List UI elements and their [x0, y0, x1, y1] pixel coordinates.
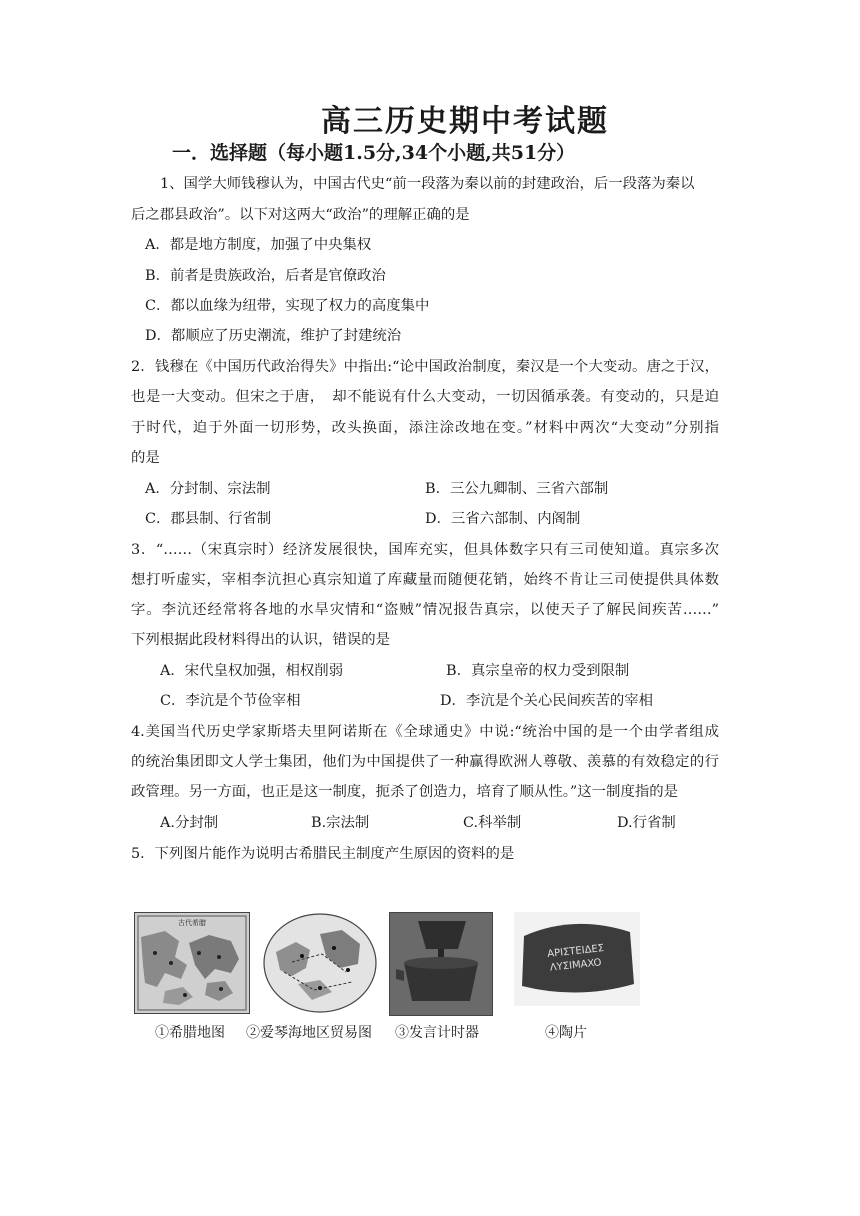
question-4-option-b: B.宗法制: [311, 815, 370, 831]
question-4-line-3: 政管理。另一方面，也正是这一制度，扼杀了创造力，培育了顺从性。”这一制度指的是: [131, 784, 679, 800]
question-3-line-1: 3．“……（宋真宗时）经济发展很快，国库充实，但具体数字只有三司使知道。真宗多次: [131, 542, 719, 558]
section-heading: 一．选择题（每小题1.5分,34个小题,共51分）: [172, 142, 576, 164]
caption-pottery-shard: ④陶片: [545, 1025, 587, 1041]
question-2-line-3: 于时代，迫于外面一切形势，改头换面，添注涂改地在变。”材料中两次“大变动”分别指: [131, 420, 719, 436]
question-3-option-d: D．李沆是个关心民间疾苦的宰相: [440, 693, 654, 709]
question-4-line-1: 4.美国当代历史学家斯塔夫里阿诺斯在《全球通史》中说:“统治中国的是一个由学者组成: [131, 724, 719, 740]
question-3-option-a: A．宋代皇权加强，相权削弱: [160, 663, 344, 679]
shard-inscription-line-2: ΛYΣIMAXO: [549, 957, 603, 974]
question-2-line-1: 2．钱穆在《中国历代政治得失》中指出:“论中国政治制度，秦汉是一个大变动。唐之于汉，: [131, 359, 719, 375]
question-1-line-2: 后之郡县政治”。以下对这两大“政治”的理解正确的是: [131, 207, 470, 223]
caption-greece-map: ①希腊地图: [155, 1025, 225, 1041]
question-3-line-2: 想打听虚实，宰相李沆担心真宗知道了库藏量而随便花销，始终不肯让三司使提供具体数: [131, 572, 719, 588]
exam-title: 高三历史期中考试题: [321, 104, 609, 139]
question-2-option-b: B．三公九卿制、三省六部制: [425, 481, 609, 497]
question-3-option-c: C．李沆是个节俭宰相: [160, 693, 301, 709]
question-2-line-4: 的是: [131, 450, 160, 466]
aegean-trade-map-image: [262, 912, 378, 1014]
question-1-line-1: 1、国学大师钱穆认为，中国古代史“前一段落为秦以前的封建政治，后一段落为秦以: [160, 176, 695, 192]
shard-inscription-line-1: APIΣTEIΔEΣ: [546, 943, 605, 960]
question-4-line-2: 的统治集团即文人学士集团，他们为中国提供了一种赢得欧洲人尊敬、羡慕的有效稳定的行: [131, 754, 719, 770]
caption-aegean-trade-map: ②爱琴海地区贸易图: [246, 1025, 372, 1041]
question-1-option-d: D．都顺应了历史潮流，维护了封建统治: [145, 328, 402, 344]
question-5-line-1: 5．下列图片能作为说明古希腊民主制度产生原因的资料的是: [131, 846, 515, 862]
water-clock-image: [389, 912, 493, 1016]
question-2-option-d: D．三省六部制、内阁制: [425, 511, 581, 527]
question-4-option-a: A.分封制: [160, 815, 219, 831]
question-2-option-c: C．郡县制、行省制: [145, 511, 272, 527]
greece-map-image: [134, 912, 250, 1014]
question-2-option-a: A．分封制、宗法制: [145, 481, 271, 497]
question-1-option-c: C．都以血缘为纽带，实现了权力的高度集中: [145, 298, 430, 314]
caption-water-clock: ③发言计时器: [395, 1025, 479, 1041]
question-3-line-3: 字。李沆还经常将各地的水旱灾情和“盗贼”情况报告真宗，以使天子了解民间疾苦……”: [131, 602, 719, 618]
map-heading: 古代希腊: [178, 919, 206, 927]
pottery-shard-image: [514, 912, 640, 1006]
question-3-option-b: B．真宗皇帝的权力受到限制: [446, 663, 630, 679]
question-2-line-2: 也是一大变动。但宋之于唐， 却不能说有什么大变动，一切因循承袭。有变动的，只是迫: [131, 389, 719, 405]
question-4-option-c: C.科举制: [463, 815, 522, 831]
question-3-line-4: 下列根据此段材料得出的认识，错误的是: [131, 632, 391, 648]
question-4-option-d: D.行省制: [617, 815, 676, 831]
question-1-option-a: A．都是地方制度，加强了中央集权: [145, 237, 372, 253]
question-1-option-b: B．前者是贵族政治，后者是官僚政治: [145, 268, 386, 284]
